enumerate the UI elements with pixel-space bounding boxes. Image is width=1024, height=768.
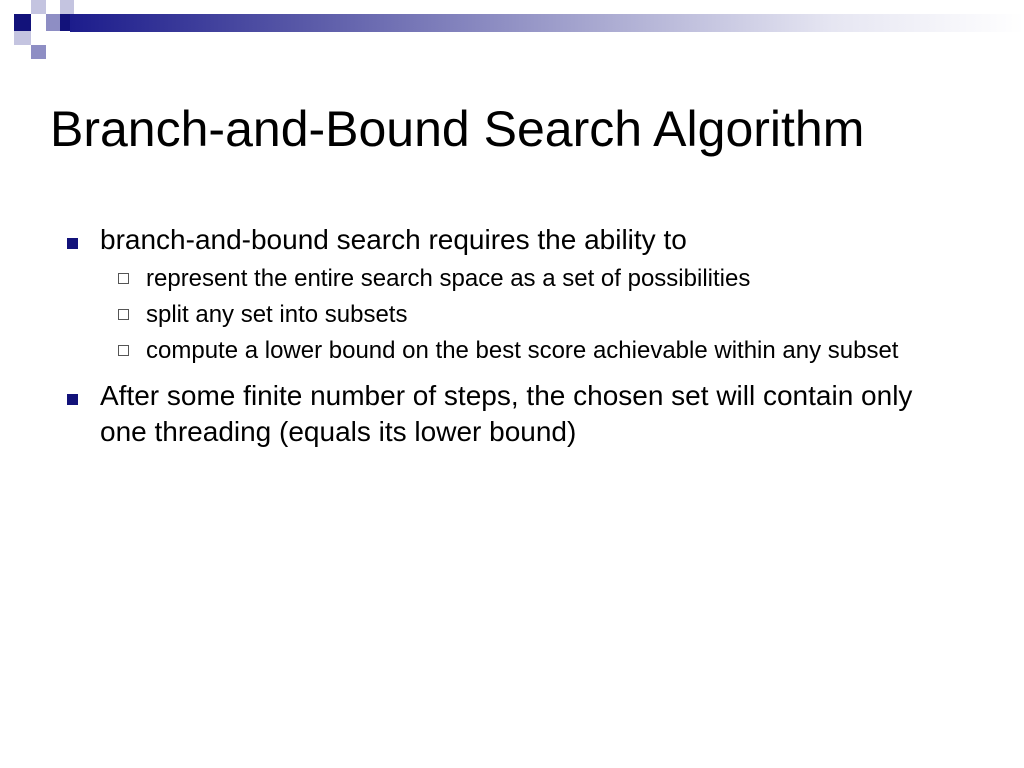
- sub-bullet-text: split any set into subsets: [146, 301, 408, 328]
- sub-bullet-text: represent the entire search space as a set of possibilities: [146, 265, 751, 292]
- header-square-decoration: [60, 14, 70, 31]
- slide-title: Branch-and-Bound Search Algorithm: [50, 101, 865, 157]
- header-square-decoration: [60, 0, 74, 14]
- bullet-item: [60, 222, 960, 366]
- sub-bullet-item: [100, 264, 960, 294]
- sub-bullet-text: compute a lower bound on the best score achievable within any subset: [146, 337, 899, 364]
- sub-bullet-item: [100, 300, 960, 330]
- hollow-square-bullet-icon: [118, 345, 129, 356]
- hollow-square-bullet-icon: [118, 309, 129, 320]
- header-gradient-bar: [70, 14, 1024, 32]
- bullet-text: branch-and-bound search requires the ability to: [100, 224, 687, 255]
- sub-bullet-list: [100, 264, 960, 366]
- filled-square-bullet-icon: [67, 238, 78, 249]
- bullet-list: [60, 222, 960, 462]
- header-square-decoration: [31, 0, 46, 14]
- bullet-text: After some finite number of steps, the chosen set will contain only one threading (equals its lower bound): [100, 380, 913, 447]
- header-square-decoration: [14, 14, 31, 31]
- bullet-item: [60, 378, 960, 450]
- hollow-square-bullet-icon: [118, 273, 129, 284]
- filled-square-bullet-icon: [67, 394, 78, 405]
- header-square-decoration: [31, 45, 46, 59]
- sub-bullet-item: [100, 336, 960, 366]
- header-square-decoration: [46, 14, 60, 31]
- header-square-decoration: [14, 31, 31, 45]
